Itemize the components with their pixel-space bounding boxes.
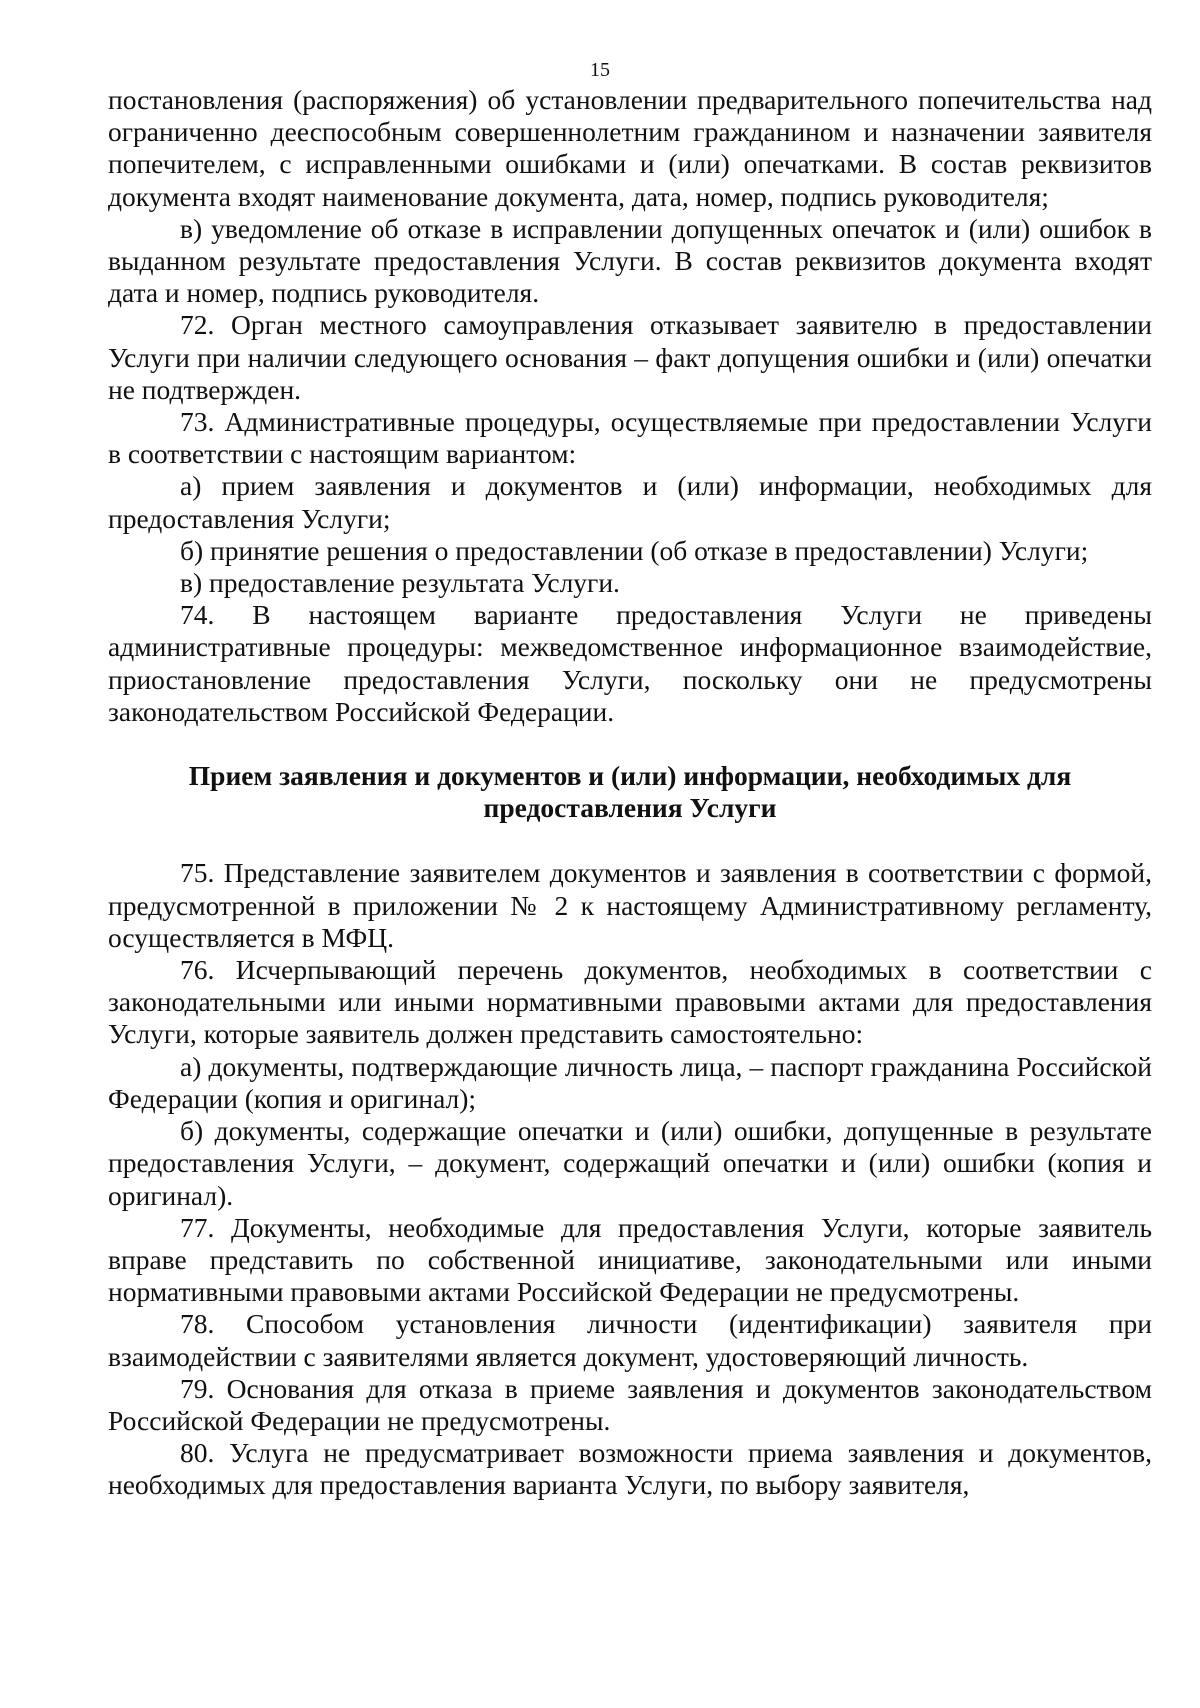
paragraph: б) документы, содержащие опечатки и (или) ошибки, допущенные в результате предоставления Услуги, – документ, содержащий опечатки и (или) ошибки (копия и оригинал).	[108, 1115, 1152, 1211]
section-heading-line-1: Прием заявления и документов и (или) информации, необходимых для	[188, 760, 1072, 792]
paragraph: постановления (распоряжения) об установлении предварительного попечительства над ограниченно дееспособным совершеннолетним гражданином и назначении заявителя попечителем, с исправленными ошибками и (или) опечатками. В состав реквизитов документа входят наименование документа, дата, номер, подпись руководителя;	[108, 84, 1152, 212]
paragraph: 72. Орган местного самоуправления отказывает заявителю в предоставлении Услуги при наличии следующего основания – факт допущения ошибки и (или) опечатки не подтвержден.	[108, 309, 1152, 405]
paragraph: 77. Документы, необходимые для предоставления Услуги, которые заявитель вправе представить по собственной инициативе, законодательными или иными нормативными правовыми актами Российской Федерации не предусмотрены.	[108, 1211, 1152, 1308]
paragraphs-before-heading	[108, 84, 1152, 728]
paragraph: 74. В настоящем варианте предоставления Услуги не приведены административные процедуры: межведомственное информационное взаимодействие, приостановление предоставления Услуги, поскольку они не предусмотрены законодательством Российской Федерации.	[108, 599, 1152, 727]
paragraph: 80. Услуга не предусматривает возможности приема заявления и документов, необходимых для предоставления варианта Услуги, по выбору заявителя,	[108, 1437, 1152, 1501]
document-body	[108, 84, 1152, 1502]
paragraph: 73. Административные процедуры, осуществляемые при предоставлении Услуги в соответствии с настоящим вариантом:	[108, 406, 1152, 470]
paragraph: а) прием заявления и документов и (или) информации, необходимых для предоставления Услуги;	[108, 470, 1152, 534]
section-heading-line-2: предоставления Услуги	[483, 792, 777, 824]
section-heading	[108, 760, 1152, 824]
paragraph: а) документы, подтверждающие личность лица, – паспорт гражданина Российской Федерации (копия и оригинал);	[108, 1050, 1152, 1114]
paragraph: 76. Исчерпывающий перечень документов, необходимых в соответствии с законодательными или иными нормативными правовыми актами для предоставления Услуги, которые заявитель должен представить самостоятельно:	[108, 954, 1152, 1050]
paragraphs-after-heading	[108, 857, 1152, 1501]
paragraph: 75. Представление заявителем документов и заявления в соответствии с формой, предусмотренной в приложении № 2 к настоящему Административному регламенту, осуществляется в МФЦ.	[108, 857, 1152, 953]
paragraph: в) предоставление результата Услуги.	[180, 567, 620, 599]
paragraph: 78. Способом установления личности (идентификации) заявителя при взаимодействии с заявителями является документ, удостоверяющий личность.	[108, 1308, 1152, 1372]
page-number: 15	[590, 59, 610, 81]
paragraph: в) уведомление об отказе в исправлении допущенных опечаток и (или) ошибок в выданном результате предоставления Услуги. В состав реквизитов документа входят дата и номер, подпись руководителя.	[108, 212, 1152, 309]
paragraph: 79. Основания для отказа в приеме заявления и документов законодательством Российской Федерации не предусмотрены.	[108, 1372, 1152, 1436]
paragraph: б) принятие решения о предоставлении (об отказе в предоставлении) Услуги;	[180, 534, 1089, 566]
